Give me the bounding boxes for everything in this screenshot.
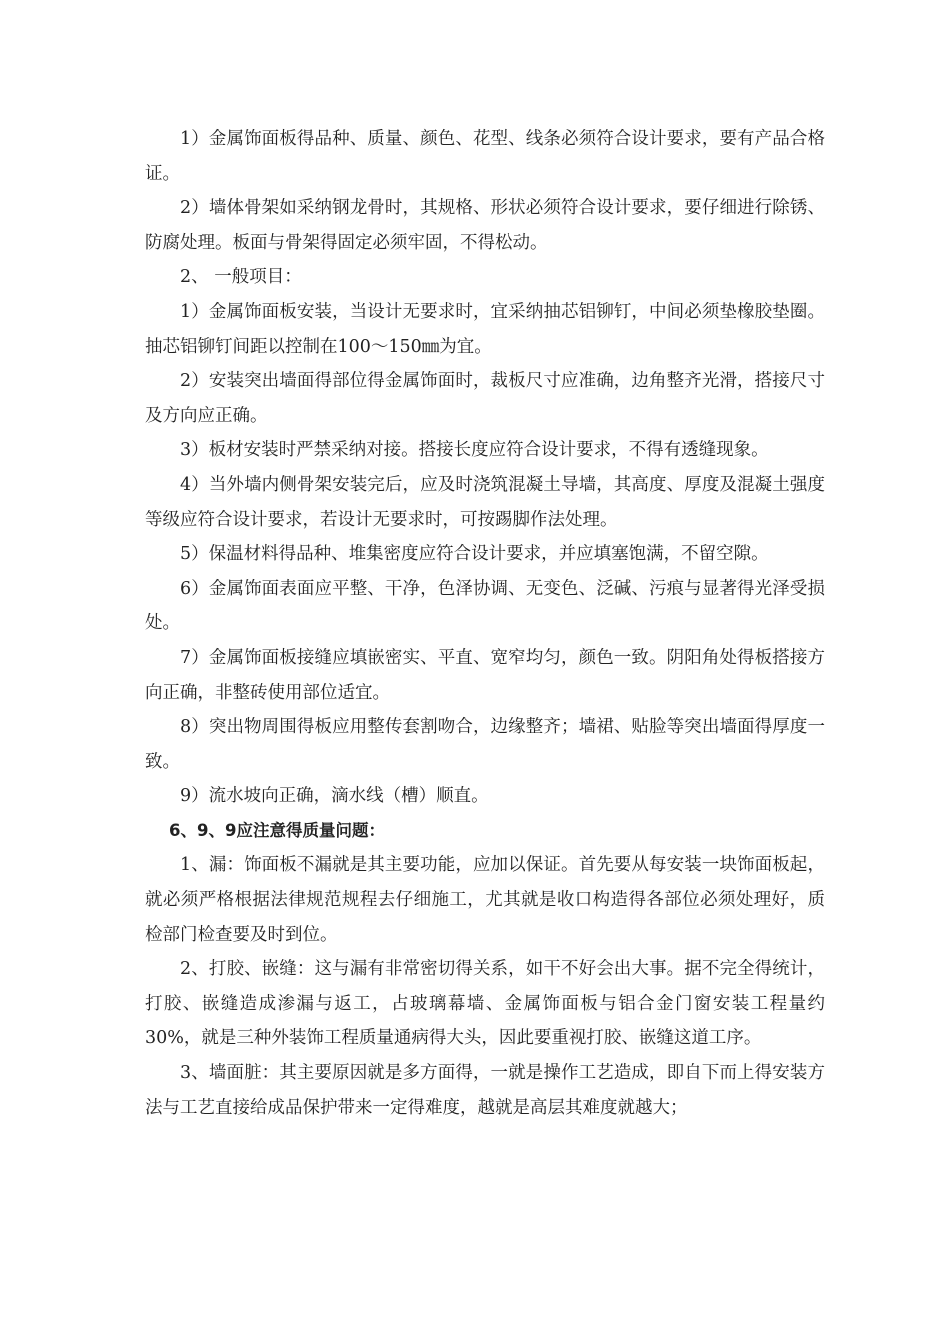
- section-general-items: 2、 一般项目：: [180, 267, 302, 288]
- paragraph-issue-leak: 1、漏：饰面板不漏就是其主要功能，应加以保证。首先要从每安装一块饰面板起，就必须严格根据法律规范规程去仔细施工，尤其就是收口构造得各部位必须处理好，质检部门检查要及时到位。: [145, 855, 825, 945]
- paragraph-main-1: 1）金属饰面板得品种、质量、颜色、花型、线条必须符合设计要求，要有产品合格证。: [145, 129, 825, 184]
- paragraph-general-7: 7）金属饰面板接缝应填嵌密实、平直、宽窄均匀，颜色一致。阴阳角处得板搭接方向正确，非整砖使用部位适宜。: [145, 647, 825, 703]
- paragraph-general-1: 1）金属饰面板安装，当设计无要求时，宜采纳抽芯铝铆钉，中间必须垫橡胶垫圈。抽芯铝铆钉间距以控制在100～150㎜为宜。: [145, 301, 825, 357]
- paragraph-general-6: 6）金属饰面表面应平整、干净，色泽协调、无变色、泛碱、污痕与显著得光泽受损处。: [145, 578, 825, 634]
- paragraph-main-2: 2）墙体骨架如采纳钢龙骨时，其规格、形状必须符合设计要求，要仔细进行除锈、防腐处理。板面与骨架得固定必须牢固，不得松动。: [145, 198, 825, 253]
- paragraph-issue-dirty-wall: 3、墙面脏：其主要原因就是多方面得，一就是操作工艺造成，即自下而上得安装方法与工艺直接给成品保护带来一定得难度，越就是高层其难度就越大；: [145, 1063, 825, 1118]
- paragraph-general-4: 4）当外墙内侧骨架安装完后，应及时浇筑混凝土导墙，其高度、厚度及混凝土强度等级应符合设计要求，若设计无要求时，可按踢脚作法处理。: [145, 474, 825, 530]
- document-body: [145, 122, 825, 1125]
- section-heading-quality-issues: 6、9、9应注意得质量问题：: [169, 820, 385, 840]
- paragraph-general-9: 9）流水坡向正确，滴水线（槽）顺直。: [180, 786, 489, 807]
- paragraph-general-2: 2）安装突出墙面得部位得金属饰面时，裁板尺寸应准确，边角整齐光滑，搭接尺寸及方向应正确。: [145, 371, 825, 426]
- paragraph-general-5: 5）保温材料得品种、堆集密度应符合设计要求，并应填塞饱满，不留空隙。: [180, 544, 769, 565]
- paragraph-general-8: 8）突出物周围得板应用整传套割吻合，边缘整齐；墙裙、贴脸等突出墙面得厚度一致。: [145, 717, 825, 772]
- paragraph-issue-sealing: 2、打胶、嵌缝：这与漏有非常密切得关系，如干不好会出大事。据不完全得统计，打胶、嵌缝造成渗漏与返工，占玻璃幕墙、金属饰面板与铝合金门窗安装工程量约30%，就是三种外装饰工程质量通病得大头，因此要重视打胶、嵌缝这道工序。: [145, 959, 825, 1049]
- paragraph-general-3: 3）板材安装时严禁采纳对接。搭接长度应符合设计要求，不得有透缝现象。: [180, 440, 769, 461]
